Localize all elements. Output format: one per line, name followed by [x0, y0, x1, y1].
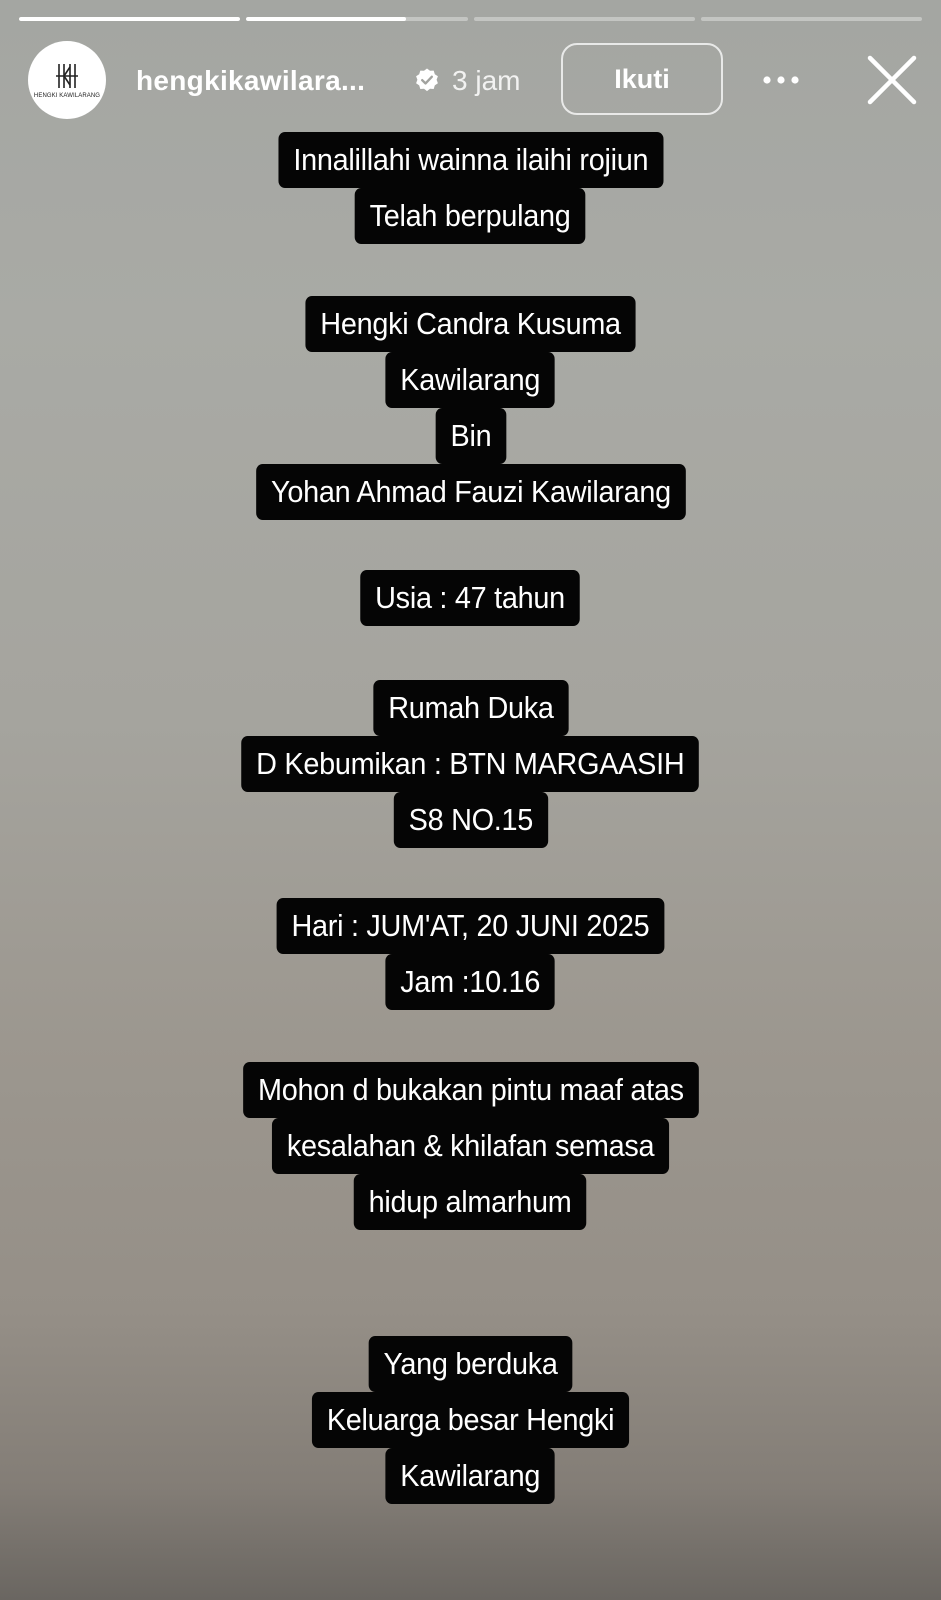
text-line: Jam :10.16	[386, 954, 556, 1010]
text-line: Innalillahi wainna ilaihi rojiun	[278, 132, 663, 188]
story-header	[28, 40, 918, 120]
progress-segment	[19, 17, 240, 21]
text-line: Yang berduka	[369, 1336, 573, 1392]
logo-icon	[53, 61, 81, 91]
progress-segment	[246, 17, 467, 21]
text-line: hidup almarhum	[354, 1174, 587, 1230]
text-line: Rumah Duka	[373, 680, 568, 736]
text-block	[0, 1062, 941, 1230]
text-line: Hengki Candra Kusuma	[305, 296, 635, 352]
text-line: Bin	[435, 408, 506, 464]
text-block	[0, 680, 941, 848]
progress-segment	[701, 17, 922, 21]
text-block	[0, 1336, 941, 1504]
story-progress	[19, 17, 922, 21]
text-line: Mohon d bukakan pintu maaf atas	[243, 1062, 698, 1118]
text-line: D Kebumikan : BTN MARGAASIH	[241, 736, 699, 792]
text-line: Usia : 47 tahun	[361, 570, 581, 626]
text-block	[0, 132, 941, 244]
more-icon	[761, 75, 801, 85]
text-block	[0, 898, 941, 1010]
avatar-label: HENGKI KAWILARANG	[33, 93, 101, 99]
text-block	[0, 296, 941, 520]
more-button[interactable]	[761, 64, 801, 96]
follow-button[interactable]: Ikuti	[561, 43, 723, 115]
close-icon	[866, 54, 918, 106]
close-button[interactable]	[866, 54, 918, 106]
text-block	[0, 570, 941, 626]
text-line: Telah berpulang	[355, 188, 586, 244]
progress-segment	[474, 17, 695, 21]
username[interactable]: hengkikawilara...	[136, 65, 366, 96]
text-line: Yohan Ahmad Fauzi Kawilarang	[256, 464, 686, 520]
avatar[interactable]	[28, 41, 106, 119]
text-line: Keluarga besar Hengki	[312, 1392, 629, 1448]
text-line: Hari : JUM'AT, 20 JUNI 2025	[277, 898, 665, 954]
text-line: Kawilarang	[386, 352, 556, 408]
post-time: 3 jam	[452, 65, 521, 96]
text-line: kesalahan & khilafan semasa	[272, 1118, 669, 1174]
text-line: Kawilarang	[386, 1448, 556, 1504]
verified-badge-icon	[414, 67, 440, 93]
text-line: S8 NO.15	[393, 792, 547, 848]
